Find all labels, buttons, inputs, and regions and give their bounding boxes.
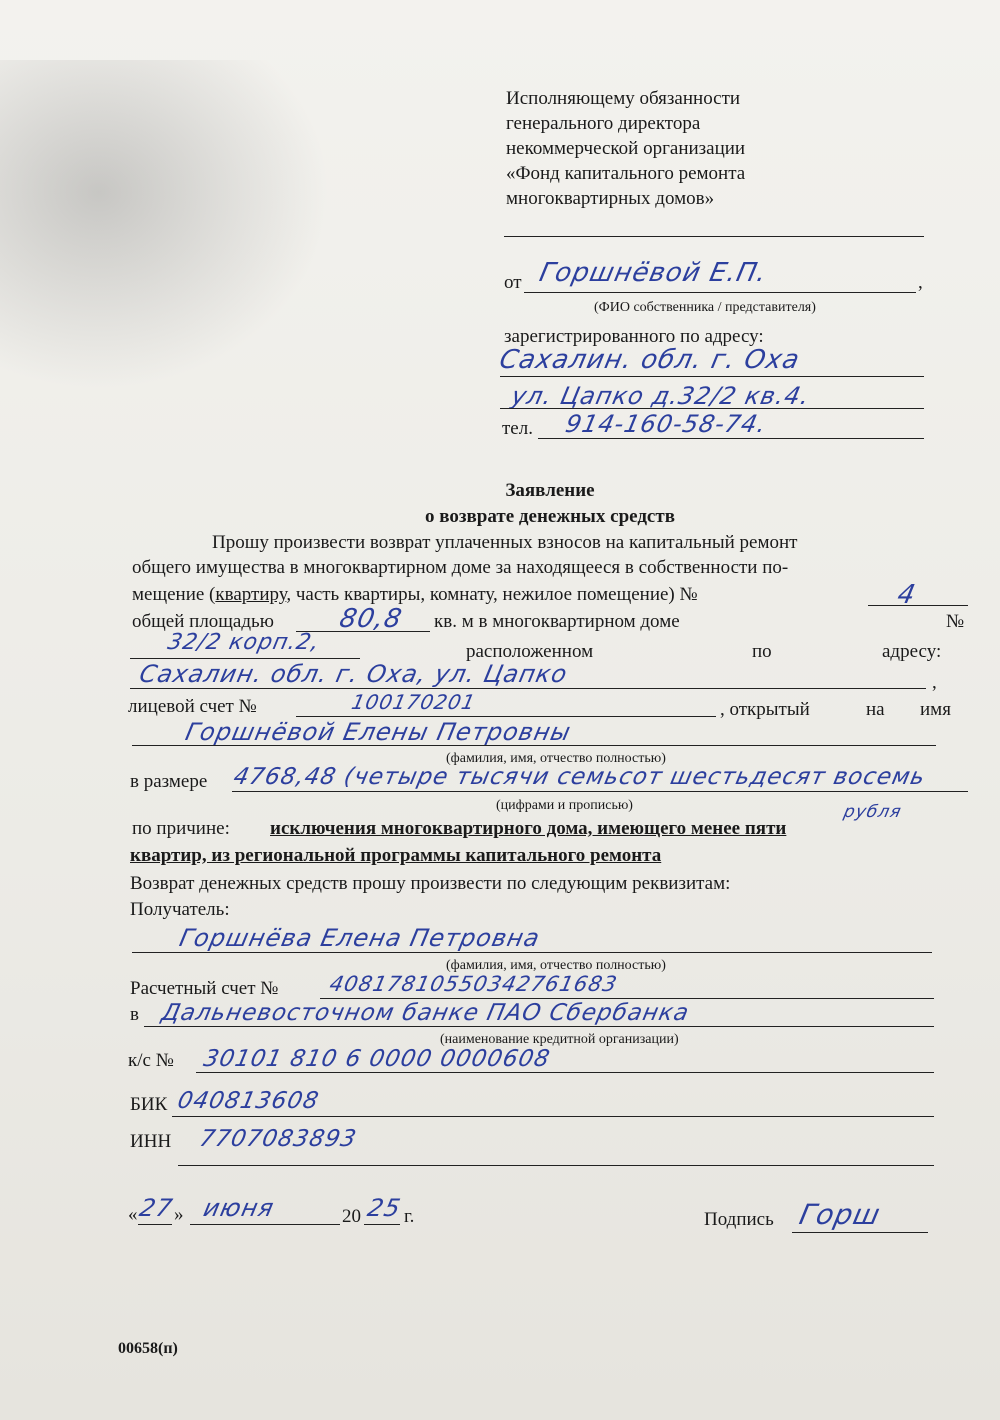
body-line-3-pre: мещение ( bbox=[132, 584, 216, 605]
header-line-4: «Фонд капитального ремонта bbox=[506, 163, 746, 184]
bik-value: 040813608 bbox=[175, 1088, 322, 1114]
header-line-2: генерального директора bbox=[506, 113, 701, 134]
account-label: лицевой счет № bbox=[128, 696, 257, 717]
address-label: адресу: bbox=[882, 641, 942, 662]
na-label: на bbox=[866, 699, 885, 720]
house-number: 32/2 корп.2, bbox=[165, 630, 323, 655]
date-close-quote: » bbox=[174, 1204, 184, 1225]
recipient-line bbox=[132, 952, 932, 953]
amount-extra: рубля bbox=[841, 802, 904, 822]
recipient-caption: (фамилия, имя, отчество полностью) bbox=[446, 958, 666, 973]
bank-value: Дальневосточном банке ПАО Сбербанка bbox=[159, 1000, 692, 1026]
phone-line bbox=[538, 438, 924, 439]
bank-prefix: в bbox=[130, 1004, 139, 1025]
opened-label: , открытый bbox=[720, 699, 810, 720]
signature-value: Горш bbox=[796, 1198, 884, 1231]
phone-label: тел. bbox=[502, 418, 533, 439]
ks-value: 30101 810 6 0000 0000608 bbox=[201, 1046, 553, 1072]
header-line-1: Исполняющему обязанности bbox=[506, 88, 741, 109]
date-year-line bbox=[364, 1224, 400, 1225]
date-year-prefix: 20 bbox=[342, 1206, 361, 1227]
date-day-line bbox=[138, 1224, 172, 1225]
rs-label: Расчетный счет № bbox=[130, 978, 279, 999]
bank-caption: (наименование кредитной организации) bbox=[440, 1032, 679, 1047]
house-number-line bbox=[130, 658, 360, 659]
area-unit: кв. м в многоквартирном доме bbox=[434, 611, 680, 632]
from-label: от bbox=[504, 272, 522, 293]
body-line-3 bbox=[132, 584, 698, 606]
date-open-quote: « bbox=[128, 1204, 138, 1225]
rs-value: 40817810550342761683 bbox=[327, 972, 620, 996]
room-number: 4 bbox=[894, 580, 919, 610]
from-line bbox=[524, 292, 916, 293]
reason-label: по причине: bbox=[132, 818, 230, 839]
header-line-3: некоммерческой организации bbox=[506, 138, 746, 159]
located-label: расположенном bbox=[466, 641, 594, 662]
body-line-2: общего имущества в многоквартирном доме за находящееся в собственности по- bbox=[132, 557, 789, 578]
body-line-3-underlined: квартиру bbox=[215, 584, 287, 605]
bik-label: БИК bbox=[130, 1094, 168, 1115]
amount-caption: (цифрами и прописью) bbox=[496, 798, 633, 813]
registered-label: зарегистрированного по адресу: bbox=[504, 326, 764, 347]
registered-line-1-rule bbox=[500, 376, 924, 377]
refund-text: Возврат денежных средств прошу произвести по следующим реквизитам: bbox=[130, 873, 731, 894]
ks-label: к/с № bbox=[128, 1050, 174, 1071]
phone-value: 914-160-58-74. bbox=[563, 410, 770, 438]
area-value: 80,8 bbox=[336, 604, 406, 634]
date-month-line bbox=[190, 1224, 340, 1225]
owner-name: Горшнёвой Елены Петровны bbox=[183, 718, 574, 746]
owner-name-line bbox=[132, 745, 936, 746]
date-day: 27 bbox=[137, 1194, 176, 1222]
footer-code: 00658(п) bbox=[118, 1340, 178, 1357]
inn-line bbox=[178, 1165, 934, 1166]
from-caption: (ФИО собственника / представителя) bbox=[594, 300, 816, 315]
inn-value: 7707083893 bbox=[197, 1126, 360, 1152]
registered-line-1: Сахалин. обл. г. Оха bbox=[496, 345, 803, 375]
area-label: общей площадью bbox=[132, 611, 274, 632]
from-comma: , bbox=[918, 272, 923, 293]
date-month: июня bbox=[201, 1194, 277, 1222]
amount-line bbox=[232, 791, 968, 792]
date-year-suffix: 25 bbox=[365, 1194, 404, 1222]
account-value: 100170201 bbox=[349, 690, 479, 714]
title-line-1: Заявление bbox=[505, 480, 595, 501]
signature-label: Подпись bbox=[704, 1209, 774, 1230]
po-label: по bbox=[752, 641, 772, 662]
recipient-value: Горшнёва Елена Петровна bbox=[177, 924, 543, 952]
recipient-label: Получатель: bbox=[130, 899, 230, 920]
header-blank-line bbox=[504, 236, 924, 237]
amount-label: в размере bbox=[130, 771, 208, 792]
body-line-3-post: , часть квартиры, комнату, нежилое помещение) № bbox=[286, 584, 698, 605]
bank-line bbox=[144, 1026, 934, 1027]
from-value: Горшнёвой Е.П. bbox=[536, 258, 770, 288]
owner-caption: (фамилия, имя, отчество полностью) bbox=[446, 751, 666, 766]
imya-label: имя bbox=[920, 699, 951, 720]
signature-line bbox=[792, 1232, 928, 1233]
account-line bbox=[296, 716, 716, 717]
ks-line bbox=[196, 1072, 934, 1073]
rs-line bbox=[320, 998, 934, 999]
header-line-5: многоквартирных домов» bbox=[506, 188, 715, 209]
room-number-line bbox=[868, 605, 968, 606]
title-line-2: о возврате денежных средств bbox=[425, 506, 675, 527]
address-line bbox=[130, 688, 926, 689]
reason-line-2: квартир, из региональной программы капитального ремонта bbox=[130, 845, 662, 866]
reason-line-1: исключения многоквартирного дома, имеющего менее пяти bbox=[270, 818, 787, 839]
inn-label: ИНН bbox=[130, 1131, 172, 1152]
no-sign: № bbox=[946, 611, 965, 632]
scan-smudge bbox=[0, 60, 330, 390]
amount-value: 4768,48 (четыре тысячи семьсот шестьдесят восемь bbox=[231, 764, 928, 790]
date-g: г. bbox=[404, 1206, 415, 1227]
registered-line-2-rule bbox=[500, 408, 924, 409]
bik-line bbox=[172, 1116, 934, 1117]
address-comma: , bbox=[932, 672, 937, 693]
body-line-1: Прошу произвести возврат уплаченных взносов на капитальный ремонт bbox=[212, 532, 798, 553]
registered-line-2: ул. Цапко д.32/2 кв.4. bbox=[509, 382, 813, 410]
address-value: Сахалин. обл. г. Оха, ул. Цапко bbox=[137, 660, 571, 688]
